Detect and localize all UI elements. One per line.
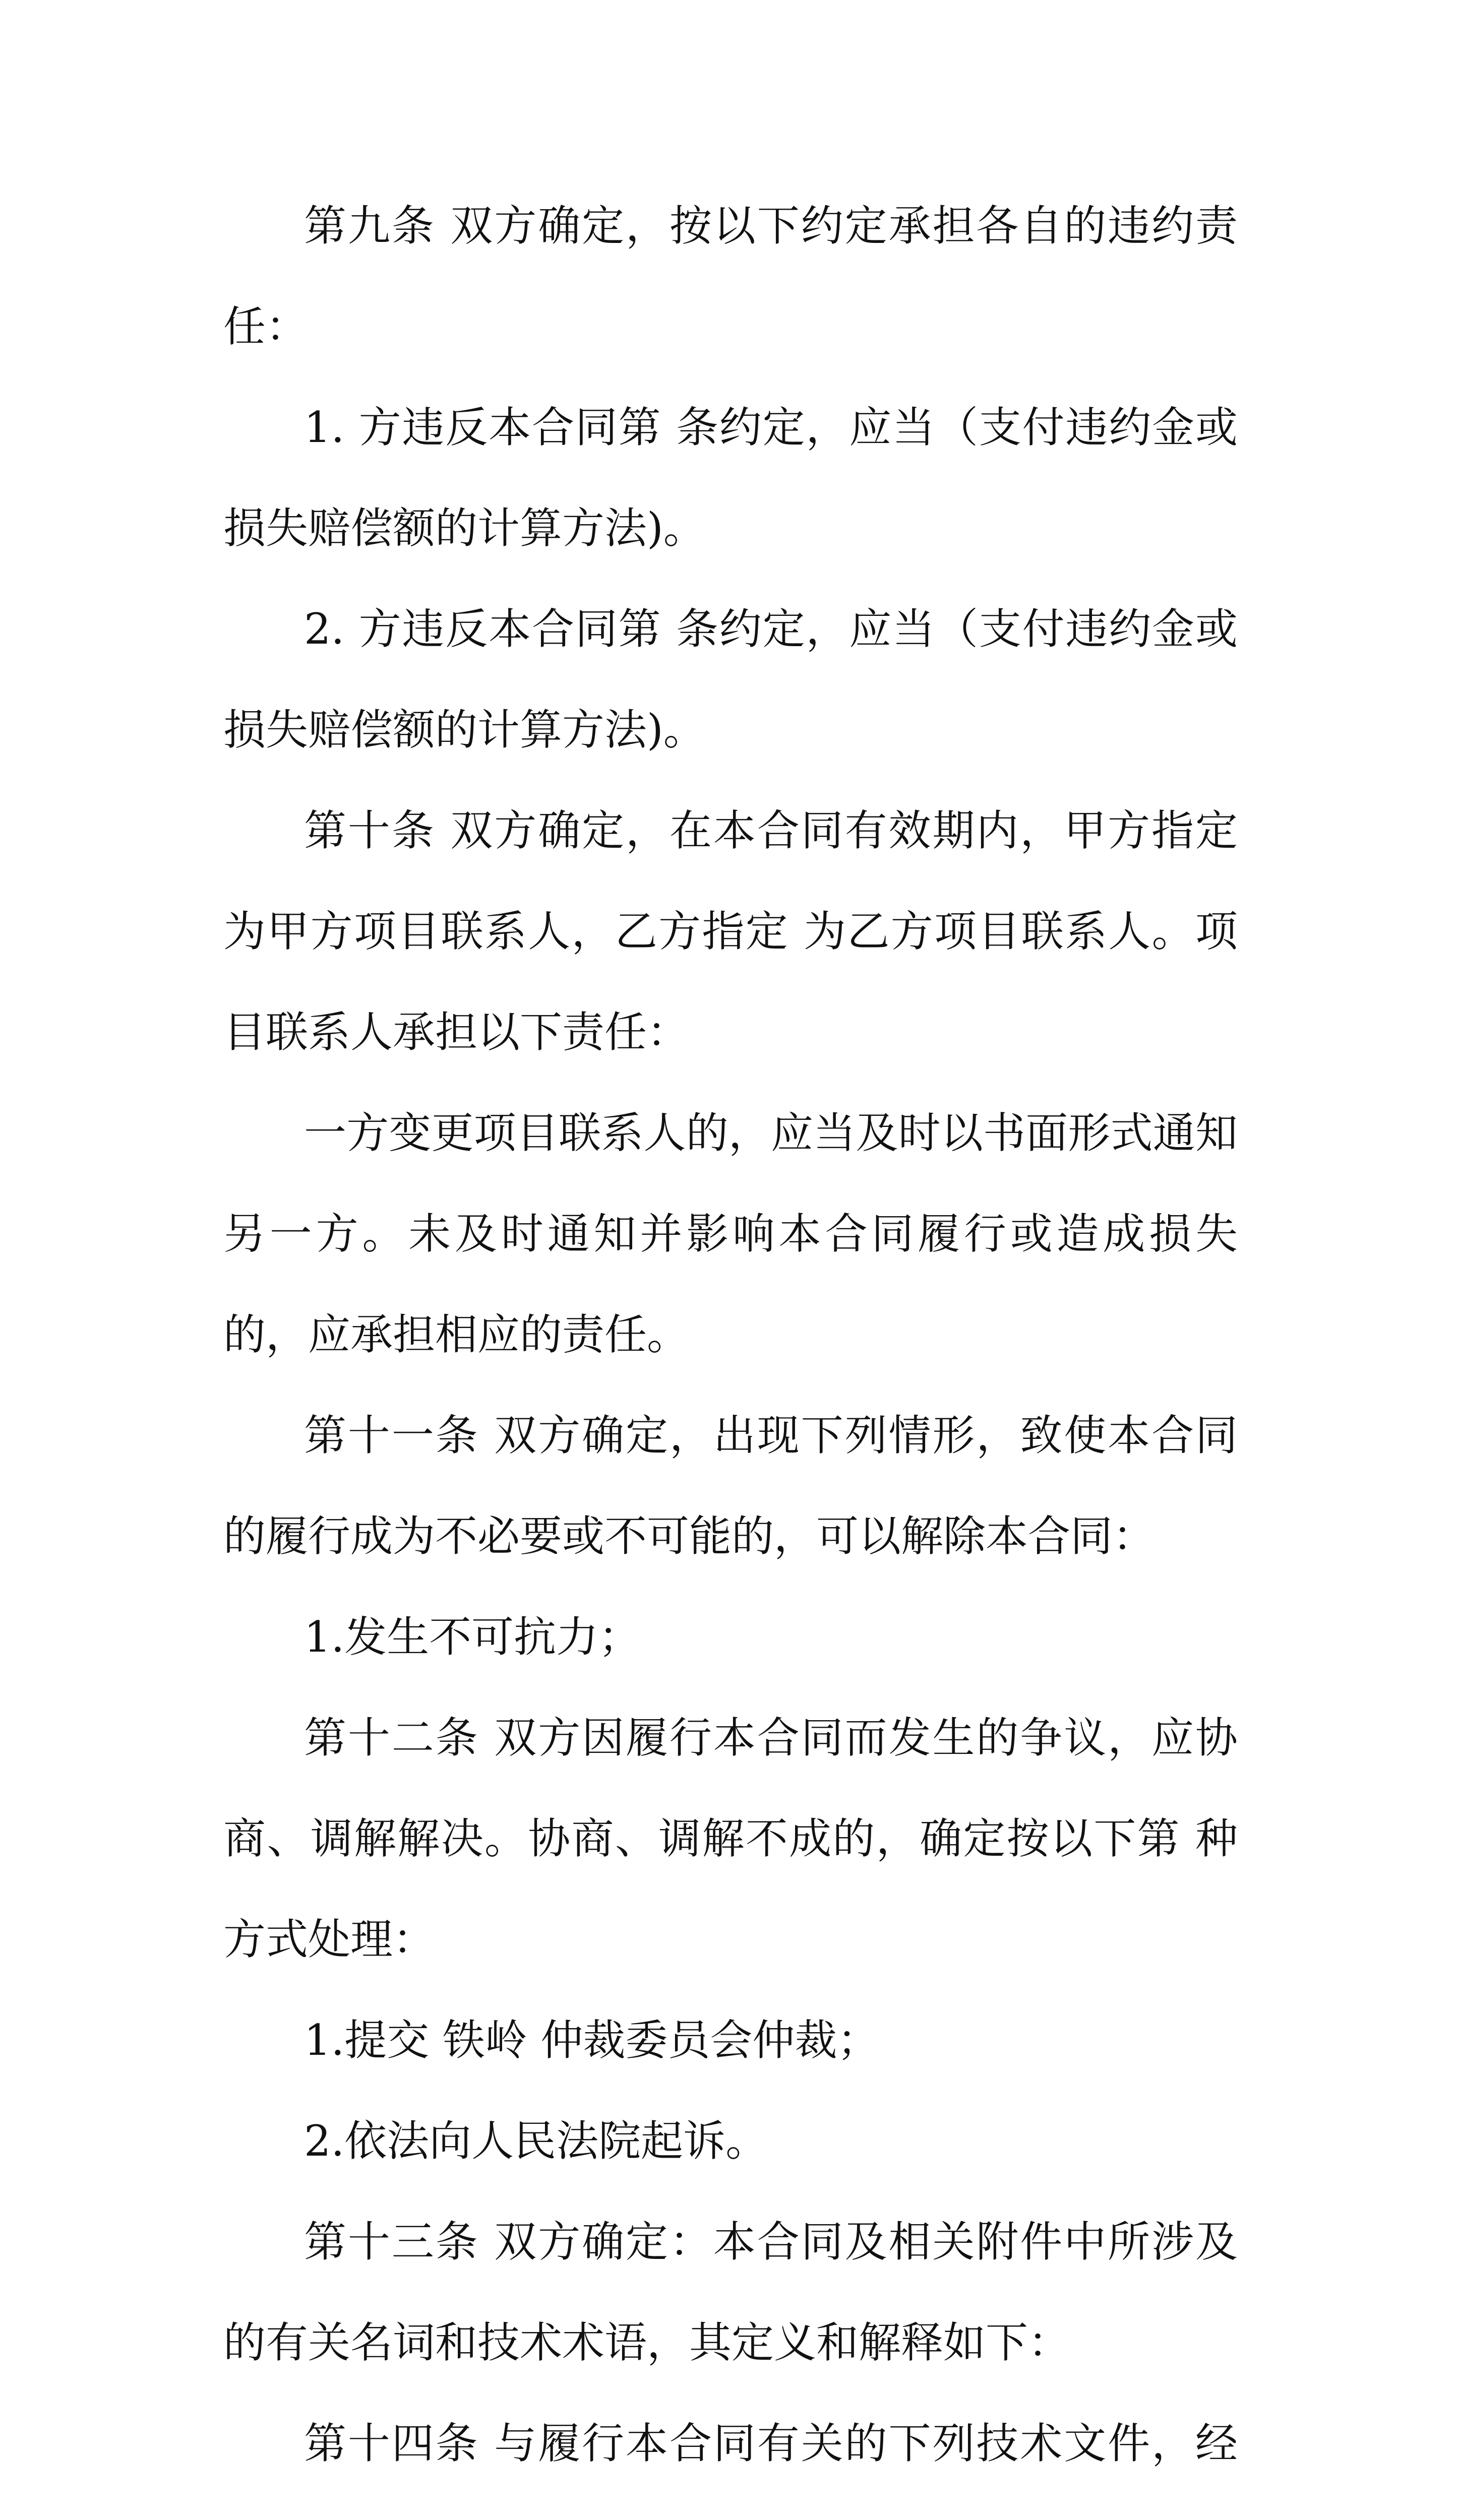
document-body (223, 175, 1238, 2520)
article-11-item-1: 1.发生不可抗力； (304, 1612, 641, 1662)
article-9-item-2: 2. 方违反本合同第 条约定，应当（支付违约金或损失赔偿额的计算方法)。 (223, 604, 1238, 754)
article-10-contact-change: 一方变更项目联系人的，应当及时以书面形式通知另一方。未及时通知并影响本合同履行或造成损失的，应承担相应的责任。 (223, 1108, 1238, 1359)
article-12-item-2: 2.依法向人民法院起诉。 (304, 2116, 768, 2166)
article-11-paragraph: 第十一条 双方确定，出现下列情形，致使本合同的履行成为不必要或不可能的，可以解除本合同： (223, 1411, 1238, 1561)
article-10-paragraph: 第十条 双方确定，在本合同有效期内，甲方指定 为甲方项目联系人，乙方指定 为乙方项目联系人。项目联系人承担以下责任： (223, 806, 1238, 1057)
article-12-paragraph: 第十二条 双方因履行本合同而发生的争议，应协商、调解解决。协商、调解不成的，确定按以下第 种方式处理： (223, 1713, 1238, 1964)
article-12-item-1: 1.提交 铁岭 仲裁委员会仲裁； (304, 2015, 880, 2065)
article-14-paragraph: 第十四条 与履行本合同有关的下列技术文件，经 (304, 2419, 1238, 2468)
article-13-paragraph: 第十三条 双方确定：本合同及相关附件中所涉及的有关名词和技术术语，其定义和解释如下： (223, 2217, 1238, 2367)
article-9-item-1: 1. 方违反本合同第 条约定，应当（支付违约金或损失赔偿额的计算方法)。 (223, 403, 1238, 553)
article-9-paragraph: 第九条 双方确定，按以下约定承担各自的违约责任： (223, 201, 1238, 351)
